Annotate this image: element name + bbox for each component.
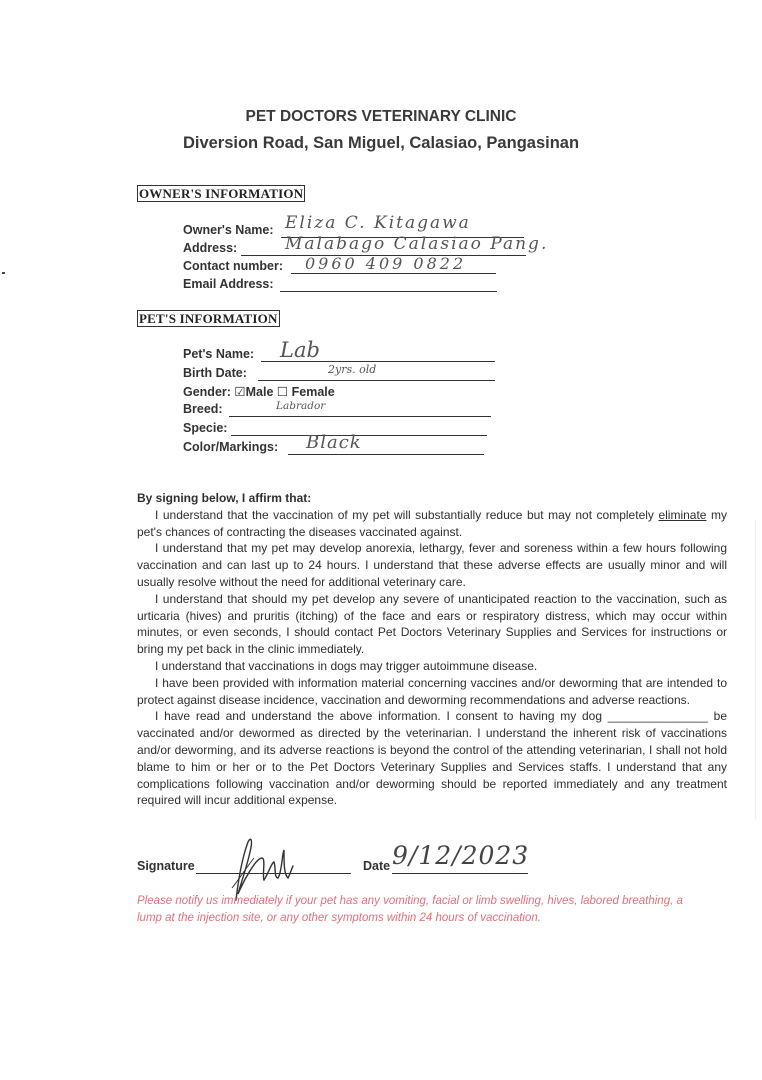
consent-paragraph-1 xyxy=(137,507,727,541)
female-checkbox[interactable]: ☐ xyxy=(276,385,289,399)
male-checkbox[interactable]: ☑ xyxy=(234,385,246,399)
contact-value: 0960 409 0822 xyxy=(305,254,467,273)
specie-label: Specie: xyxy=(183,421,228,435)
owner-name-value: Eliza C. Kitagawa xyxy=(285,213,471,233)
date-value: 9/12/2023 xyxy=(392,841,530,870)
color-label: Color/Markings: xyxy=(183,440,279,454)
consent-p6-b: be vaccinated and/or dewormed as directed by the veterinarian. I understand the inherent risk of vaccinations and/or deworming, and its adverse reactions is beyond the control of the attending veterinarian, I shall not hold blame to him or her or to the Pet Doctors Veterinary Supplies and Services staffs. I understand that any complications following vaccination and/or deworming should be reported immediately and any treatment required will incur additional expense. xyxy=(137,709,727,808)
clinic-name: PET DOCTORS VETERINARY CLINIC xyxy=(245,108,517,125)
consent-paragraph-5: I have been provided with information material concerning vaccines and/or deworming that are intended to protect against disease incidence, vaccination and deworming recommendations and adverse reactions. xyxy=(137,675,727,707)
consent-paragraph-2: I understand that my pet may develop anorexia, lethargy, fever and soreness within a few hours following vaccination and can last up to 24 hours. I understand that these adverse effects are usually minor and will usually resolve without the need for additional veterinary care. xyxy=(137,541,727,589)
consent-p1-a: I understand that the vaccination of my pet will substantially reduce but may not completely xyxy=(155,507,659,522)
contact-label: Contact number: xyxy=(183,259,283,273)
owner-name-label: Owner's Name: xyxy=(183,223,274,237)
email-label: Email Address: xyxy=(183,277,274,291)
female-label: Female xyxy=(291,385,335,399)
pet-section-heading: PET'S INFORMATION xyxy=(139,311,278,326)
breed-line[interactable] xyxy=(229,416,491,417)
email-line[interactable] xyxy=(280,291,497,292)
clinic-address: Diversion Road, San Miguel, Calasiao, Pangasinan xyxy=(182,134,580,152)
post-vaccination-notice: Please notify us immediately if your pet has any vomiting, facial or limb swelling, hives, labored breathing, a lump at the injection site, or any other symptoms within 24 hours of vaccination. xyxy=(137,895,683,924)
contact-line[interactable] xyxy=(291,273,496,274)
address-label: Address: xyxy=(183,241,238,255)
dog-name-blank[interactable]: _______________ xyxy=(607,709,708,724)
scan-speck xyxy=(2,272,5,274)
breed-label: Breed: xyxy=(183,402,223,416)
gender-label: Gender: xyxy=(183,385,231,399)
signature-label: Signature xyxy=(137,859,195,873)
pet-name-label: Pet's Name: xyxy=(183,347,255,361)
date-line[interactable] xyxy=(392,873,528,874)
birth-date-line[interactable] xyxy=(258,380,495,381)
consent-p6-a: I have read and understand the above information. I consent to having my dog xyxy=(155,709,608,724)
color-line[interactable] xyxy=(288,454,484,455)
consent-paragraph-6 xyxy=(137,708,727,809)
consent-lead: By signing below, I affirm that: xyxy=(137,491,312,505)
scan-edge xyxy=(755,520,756,820)
birth-date-value: 2yrs. old xyxy=(328,363,377,376)
consent-p1-b: my pet's chances of contracting the diseases vaccinated against. xyxy=(137,507,727,539)
color-value: Black xyxy=(306,432,362,453)
male-label: Male xyxy=(245,385,274,399)
gender-row xyxy=(183,384,335,399)
owner-section-heading: OWNER'S INFORMATION xyxy=(139,186,304,201)
pet-name-value: Lab xyxy=(280,338,320,362)
consent-paragraph-3: I understand that should my pet develop any severe of unanticipated reaction to the vaccination, such as urticaria (hives) and pruritis (itching) of the face and ears or respiratory distress, which may occur within minutes, or even seconds, I should contact Pet Doctors Veterinary Supplies and Services for instructions or bring my pet back in the clinic immediately. xyxy=(137,591,727,657)
consent-p1-underlined: eliminate xyxy=(658,507,707,522)
consent-paragraph-4: I understand that vaccinations in dogs may trigger autoimmune disease. xyxy=(155,658,538,673)
address-value: Malabago Calasiao Pang. xyxy=(285,234,549,254)
breed-value: Labrador xyxy=(276,400,326,412)
birth-date-label: Birth Date: xyxy=(183,366,247,380)
date-label: Date xyxy=(363,859,391,873)
consent-text xyxy=(137,490,727,809)
